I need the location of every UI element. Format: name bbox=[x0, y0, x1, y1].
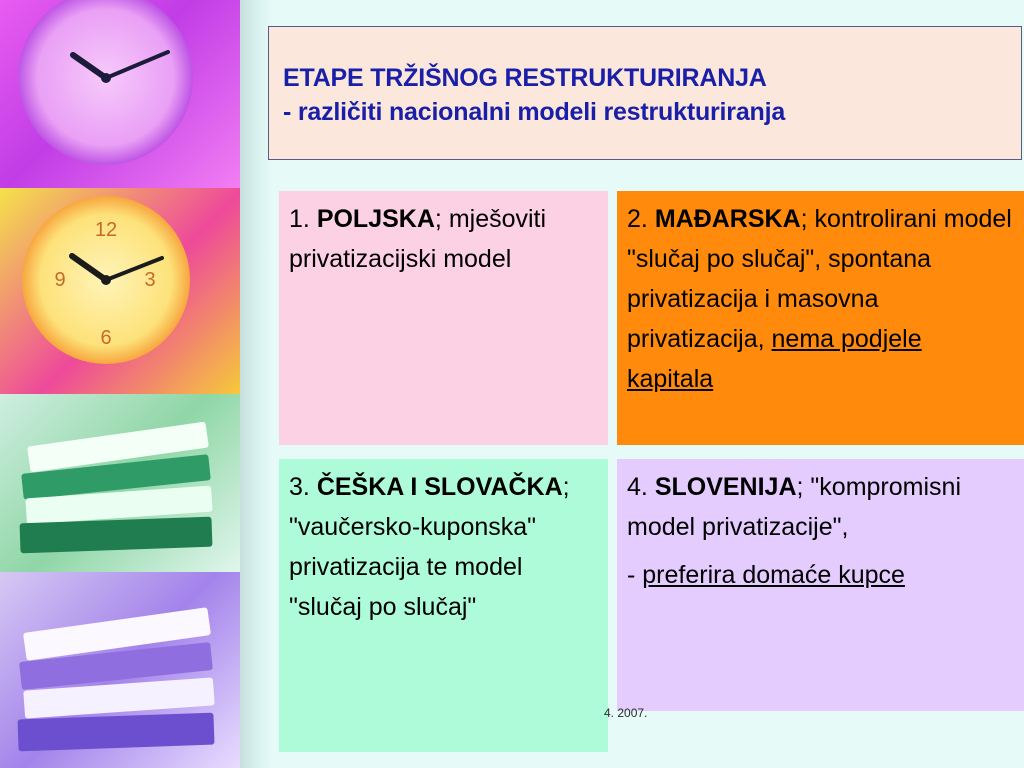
decorative-image-strip bbox=[0, 0, 240, 768]
title-box bbox=[268, 26, 1022, 160]
svg-text:3: 3 bbox=[144, 269, 156, 291]
svg-text:9: 9 bbox=[54, 269, 66, 291]
svg-text:6: 6 bbox=[100, 327, 112, 349]
underlined-text: preferira domaće kupce bbox=[642, 561, 905, 589]
cell-number: 1. bbox=[289, 205, 310, 233]
purple-books-image bbox=[0, 572, 240, 768]
cell-ceska-slovacka bbox=[279, 459, 608, 752]
purple-clock-image bbox=[0, 0, 240, 188]
country-name: POLJSKA bbox=[316, 205, 435, 233]
separator: ; bbox=[562, 473, 570, 501]
cell-number: 2. bbox=[627, 205, 648, 233]
bullet-dash: - bbox=[627, 561, 636, 589]
green-books-image bbox=[0, 394, 240, 572]
separator: ; bbox=[800, 205, 808, 233]
cell-text: mješoviti privatizacijski model bbox=[289, 205, 547, 273]
cell-number: 4. bbox=[627, 473, 648, 501]
cell-number: 3. bbox=[289, 473, 310, 501]
cell-poljska bbox=[279, 191, 608, 445]
cell-madarska bbox=[617, 191, 1024, 445]
slide-title: ETAPE TRŽIŠNOG RESTRUKTURIRANJA bbox=[283, 64, 767, 92]
separator: ; bbox=[434, 205, 442, 233]
separator: ; bbox=[796, 473, 804, 501]
country-name: MAĐARSKA bbox=[654, 205, 801, 233]
cell-slovenija bbox=[617, 459, 1024, 711]
svg-text:12: 12 bbox=[94, 219, 118, 241]
cell-text: "kompromisni model privatizacije", bbox=[627, 473, 961, 541]
country-name: ČEŠKA I SLOVAČKA bbox=[316, 473, 563, 501]
cell-text: "vaučersko-kuponska" privatizacija te model "slučaj po slučaj" bbox=[289, 513, 537, 621]
yellow-clock-image bbox=[0, 188, 240, 394]
cell-text: kontrolirani model "slučaj po slučaj", spontana privatizacija i masovna privatizacija, bbox=[627, 205, 1012, 353]
underlined-text: nema podjele kapitala bbox=[627, 325, 922, 393]
footer-date: 4. 2007. bbox=[604, 706, 648, 720]
slide-subtitle: - različiti nacionalni modeli restrukturiranja bbox=[283, 98, 786, 126]
country-name: SLOVENIJA bbox=[654, 473, 797, 501]
